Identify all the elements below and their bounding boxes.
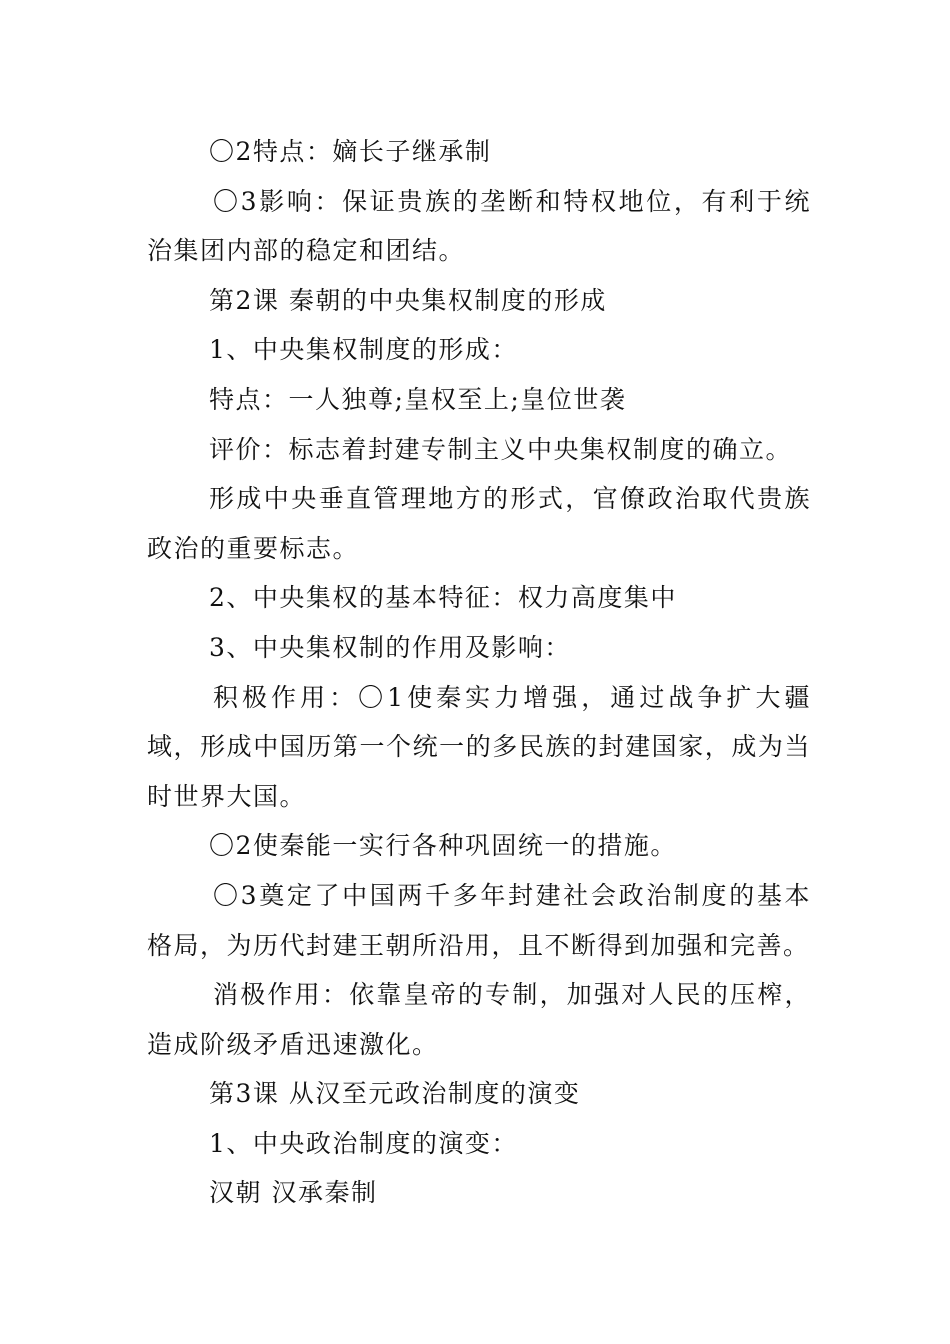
lesson-2-heading: 第2课 秦朝的中央集权制度的形成	[209, 285, 607, 315]
paragraph-positive-effect-2: 〇2使秦能一实行各种巩固统一的措施。	[209, 831, 677, 861]
paragraph-positive-effect-1: 积极作用：〇1使秦实力增强，通过战争扩大疆域，形成中国历第一个统一的多民族的封建国家，成为当时世界大国。	[147, 682, 811, 811]
paragraph-features: 特点：一人独尊;皇权至上;皇位世袭	[209, 384, 627, 414]
section-heading-effects: 3、中央集权制的作用及影响：	[209, 632, 571, 662]
paragraph-negative-effect: 消极作用：依靠皇帝的专制，加强对人民的压榨，造成阶级矛盾迅速激化。	[147, 980, 811, 1059]
paragraph-succession-influence: 〇3影响：保证贵族的垄断和特权地位，有利于统治集团内部的稳定和团结。	[147, 186, 811, 266]
paragraph-positive-effect-3: 〇3奠定了中国两千多年封建社会政治制度的基本格局，为历代封建王朝所沿用，且不断得到加强和完善。	[147, 880, 811, 960]
paragraph-succession-feature: 〇2特点：嫡长子继承制	[209, 137, 492, 166]
lesson-3-heading: 第3课 从汉至元政治制度的演变	[209, 1079, 581, 1109]
section-heading-central-evolution: 1、中央政治制度的演变：	[209, 1128, 518, 1158]
section-heading-formation: 1、中央集权制度的形成：	[209, 335, 518, 365]
section-heading-basic-feature: 2、中央集权的基本特征：权力高度集中	[209, 583, 677, 613]
paragraph-evaluation: 评价：标志着封建专制主义中央集权制度的确立。	[209, 434, 793, 464]
paragraph-han-dynasty: 汉朝 汉承秦制	[209, 1178, 378, 1208]
document-body	[147, 127, 811, 1218]
paragraph-vertical-management: 形成中央垂直管理地方的形式，官僚政治取代贵族政治的重要标志。	[147, 484, 811, 563]
